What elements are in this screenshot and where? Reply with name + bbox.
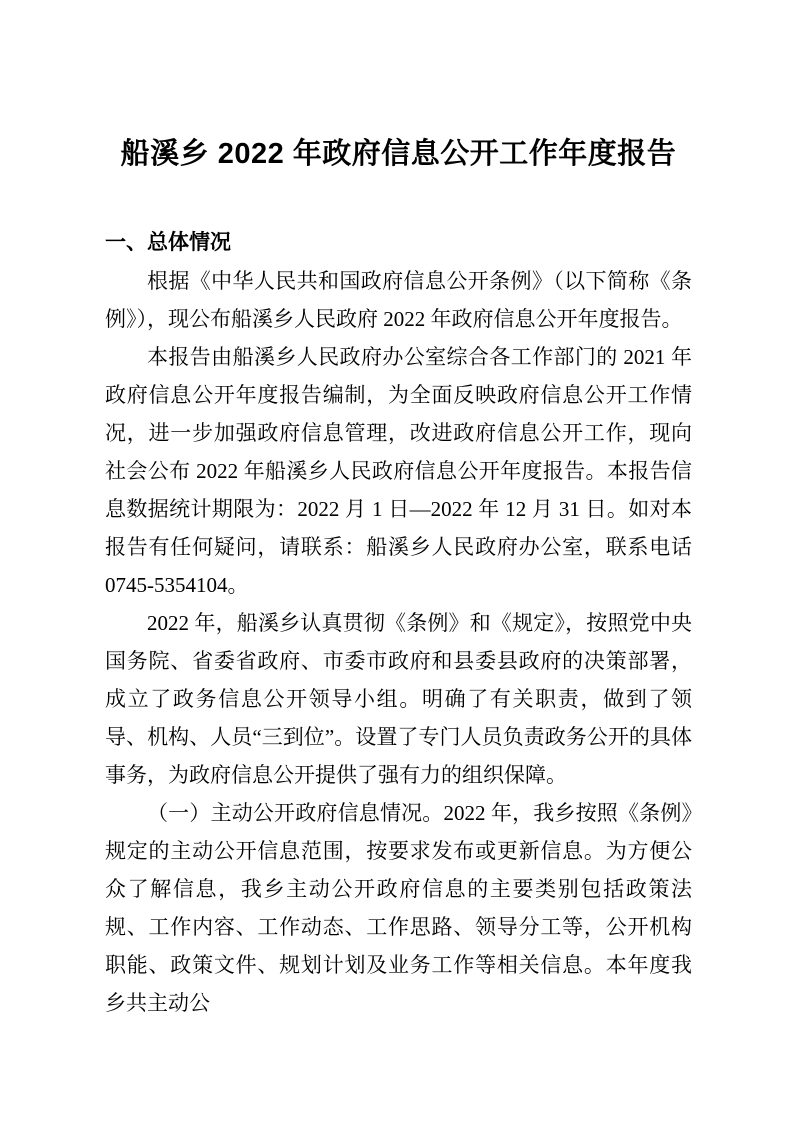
document-title: 船溪乡 2022 年政府信息公开工作年度报告: [120, 138, 677, 170]
section-heading-overall-situation: 一、总体情况: [105, 231, 231, 254]
paragraph-basis: 根据《中华人民共和国政府信息公开条例》（以下简称《条例》），现公布船溪乡人民政府 2022 年政府信息公开年度报告。: [105, 269, 692, 331]
document-body: [105, 262, 692, 1022]
paragraph-proactive-disclosure: （一）主动公开政府信息情况。2022 年，我乡按照《条例》规定的主动公开信息范围，按要求发布或更新信息。为方便公众了解信息，我乡主动公开政府信息的主要类别包括政策法规、工作内容、工作动态、工作思路、领导分工等，公开机构职能、政策文件、规划计划及业务工作等相关信息。本年度我乡共主动公: [105, 801, 692, 1015]
paragraph-report-compilation: 本报告由船溪乡人民政府办公室综合各工作部门的 2021 年政府信息公开年度报告编制，为全面反映政府信息公开工作情况，进一步加强政府信息管理，改进政府信息公开工作，现向社会公布 2022 年船溪乡人民政府信息公开年度报告。本报告信息数据统计期限为：2022 月 1 日—2022 年 12 月 31 日。如对本报告有任何疑问，请联系：船溪乡人民政府办公室，联系电话 0745-5354104。: [105, 345, 692, 597]
paragraph-implementation: 2022 年，船溪乡认真贯彻《条例》和《规定》，按照党中央国务院、省委省政府、市委市政府和县委县政府的决策部署，成立了政务信息公开领导小组。明确了有关职责，做到了领导、机构、人员“三到位”。设置了专门人员负责政务公开的具体事务，为政府信息公开提供了强有力的组织保障。: [105, 611, 692, 787]
